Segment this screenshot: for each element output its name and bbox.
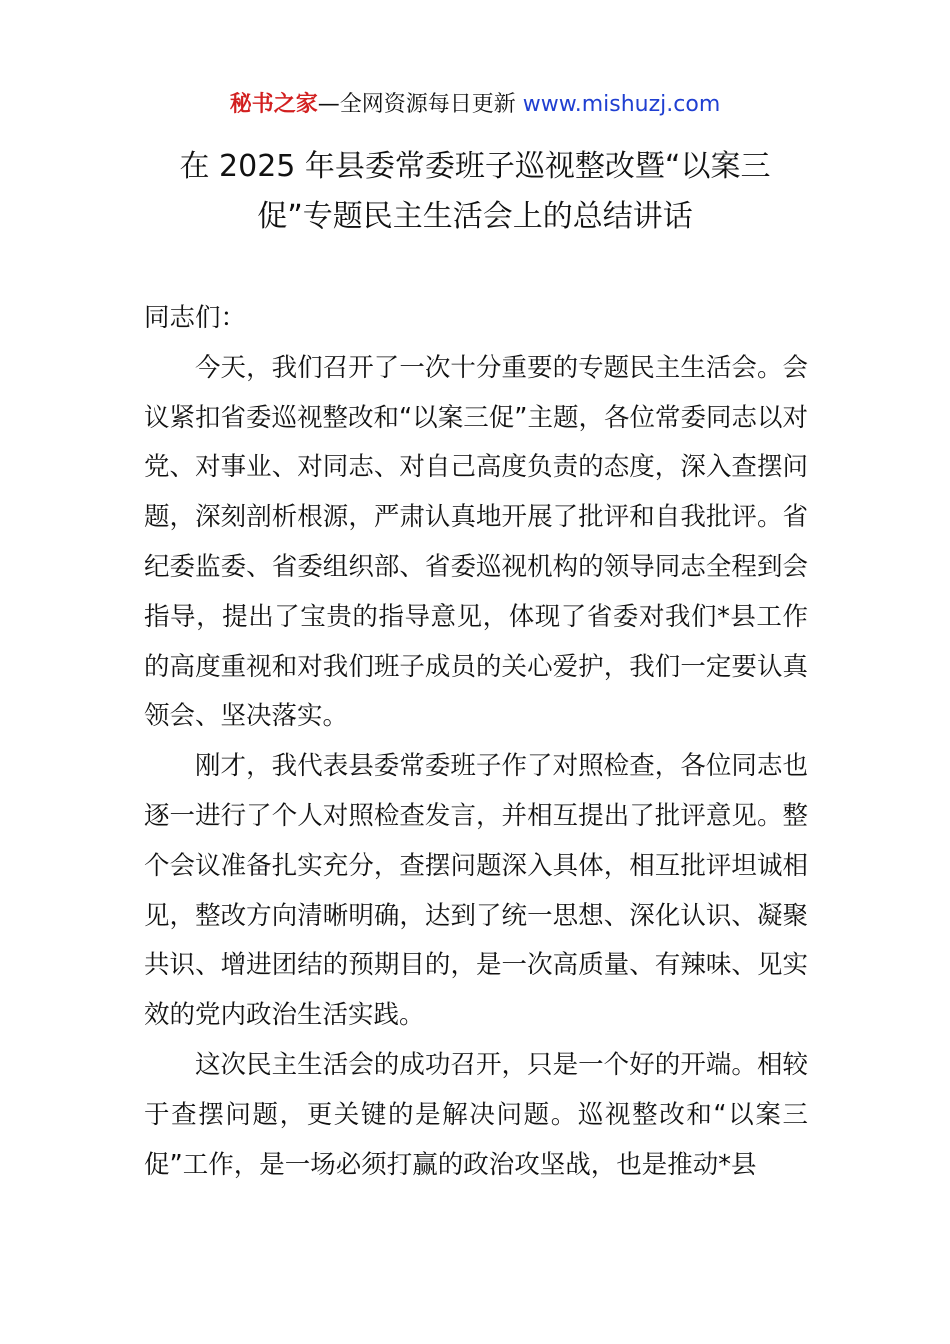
paragraph-3: 这次民主生活会的成功召开，只是一个好的开端。相较于查摆问题，更关键的是解决问题。巡视整改和“以案三促”工作，是一场必须打赢的政治攻坚战，也是推动*县 <box>144 1049 808 1180</box>
title-line-1: 在 2025 年县委常委班子巡视整改暨“以案三 <box>179 149 771 184</box>
paragraph-2: 刚才，我代表县委常委班子作了对照检查，各位同志也逐一进行了个人对照检查发言，并相互提出了批评意见。整个会议准备扎实充分，查摆问题深入具体，相互批评坦诚相见，整改方向清晰明确，达到了统一思想、深化认识、凝聚共识、增进团结的预期目的，是一次高质量、有辣味、见实效的党内政治生活实践。 <box>144 751 808 1031</box>
site-header <box>0 88 950 122</box>
site-link[interactable]: www.mishuzj.com <box>522 92 721 117</box>
paragraph-1: 今天，我们召开了一次十分重要的专题民主生活会。会议紧扣省委巡视整改和“以案三促”主题，各位常委同志以对党、对事业、对同志、对自己高度负责的态度，深入查摆问题，深刻剖析根源，严肃认真地开展了批评和自我批评。省纪委监委、省委组织部、省委巡视机构的领导同志全程到会指导，提出了宝贵的指导意见，体现了省委对我们*县工作的高度重视和对我们班子成员的关心爱护，我们一定要认真领会、坚决落实。 <box>144 352 808 732</box>
salutation: 同志们： <box>144 303 247 333</box>
document-body <box>144 294 808 1190</box>
header-tagline: —全网资源每日更新 <box>317 92 516 117</box>
brand-name: 秘书之家 <box>229 92 318 117</box>
title-line-2: 促”专题民主生活会上的总结讲话 <box>257 199 693 234</box>
document-title <box>130 142 820 242</box>
